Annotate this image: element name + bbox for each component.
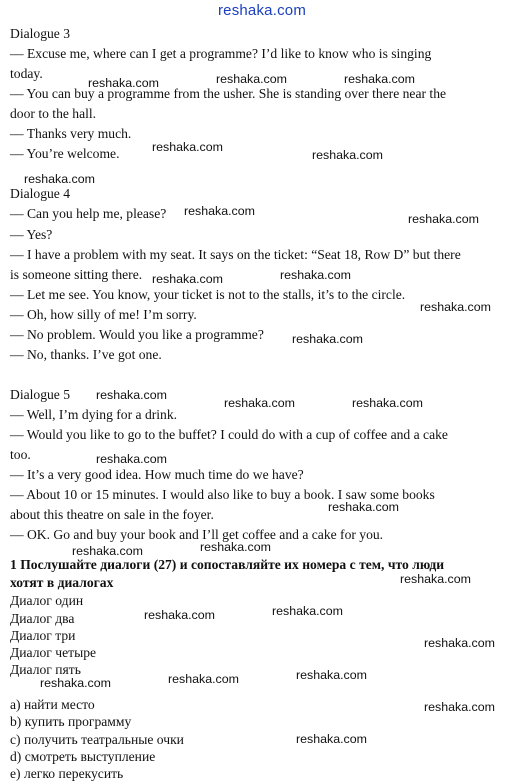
site-header: reshaka.com [217,2,307,19]
watermark: reshaka.com [292,332,363,346]
watermark: reshaka.com [272,604,343,618]
dialogue-3-line: today. [10,66,43,81]
watermark: reshaka.com [420,300,491,314]
dialog-label: Диалог два [10,611,75,626]
dialog-label: Диалог пять [10,662,81,677]
dialogue-5-line: too. [10,447,31,462]
watermark: reshaka.com [96,388,167,402]
watermark: reshaka.com [72,544,143,558]
dialog-label: Диалог один [10,593,84,608]
dialogue-5-line: — Well, I’m dying for a drink. [10,407,178,422]
answer-option: a) найти место [10,697,95,712]
dialogue-4-line: is someone sitting there. [10,267,143,282]
watermark: reshaka.com [280,268,351,282]
dialogue-5-line: — It’s a very good idea. How much time do we have? [10,467,304,482]
watermark: reshaka.com [40,676,111,690]
dialogue-4-line: — No, thanks. I’ve got one. [10,347,162,362]
answer-option: b) купить программу [10,714,132,729]
dialogue-4-line: — Can you help me, please? [10,206,167,221]
dialogue-3-line: — You’re welcome. [10,146,120,161]
watermark: reshaka.com [96,452,167,466]
dialogue-4-line: — Oh, how silly of me! I’m sorry. [10,307,197,322]
dialog-label: Диалог три [10,628,76,643]
watermark: reshaka.com [168,672,239,686]
watermark: reshaka.com [152,272,223,286]
dialogue-5-line: — OK. Go and buy your book and I’ll get coffee and a cake for you. [10,527,384,542]
dialogue-4-line: — Yes? [10,227,53,242]
dialogue-5-line: about this theatre on sale in the foyer. [10,507,214,522]
answer-option: e) легко перекусить [10,766,124,781]
answer-option: c) получить театральные очки [10,732,184,747]
watermark: reshaka.com [184,204,255,218]
watermark: reshaka.com [200,540,271,554]
dialogue-4-line: — Let me see. You know, your ticket is not to the stalls, it’s to the circle. [10,287,406,302]
task-heading: 1 Послушайте диалоги (27) и сопоставляйте их номера с тем, что люди [10,557,445,572]
dialogue-3-title: Dialogue 3 [10,26,71,41]
dialogue-4-title: Dialogue 4 [10,186,71,201]
dialogue-5-line: — Would you like to go to the buffet? I could do with a cup of coffee and a cake [10,427,448,442]
dialogue-3-line: — Excuse me, where can I get a programme? I’d like to know who is singing [10,46,432,61]
watermark: reshaka.com [144,608,215,622]
watermark: reshaka.com [88,76,159,90]
dialogue-3-line: — Thanks very much. [10,126,132,141]
watermark: reshaka.com [344,72,415,86]
watermark: reshaka.com [408,212,479,226]
task-heading-continued: хотят в диалогах [10,575,114,590]
watermark: reshaka.com [424,636,495,650]
dialogue-4-line: — No problem. Would you like a programme? [10,327,264,342]
watermark: reshaka.com [296,668,367,682]
watermark: reshaka.com [152,140,223,154]
dialogue-3-line: — You can buy a programme from the usher. She is standing over there near the [10,86,447,101]
watermark: reshaka.com [352,396,423,410]
answer-option: d) смотреть выступление [10,749,156,764]
watermark: reshaka.com [424,700,495,714]
dialogue-3-line: door to the hall. [10,106,97,121]
dialogue-4-line: — I have a problem with my seat. It says on the ticket: “Seat 18, Row D” but there [10,247,461,262]
watermark: reshaka.com [216,72,287,86]
watermark: reshaka.com [312,148,383,162]
watermark: reshaka.com [328,500,399,514]
watermark: reshaka.com [24,172,95,186]
dialogue-5-title: Dialogue 5 [10,387,71,402]
watermark: reshaka.com [296,732,367,746]
dialogue-5-line: — About 10 or 15 minutes. I would also like to buy a book. I saw some books [10,487,435,502]
watermark: reshaka.com [400,572,471,586]
watermark: reshaka.com [224,396,295,410]
dialog-label: Диалог четыре [10,645,97,660]
